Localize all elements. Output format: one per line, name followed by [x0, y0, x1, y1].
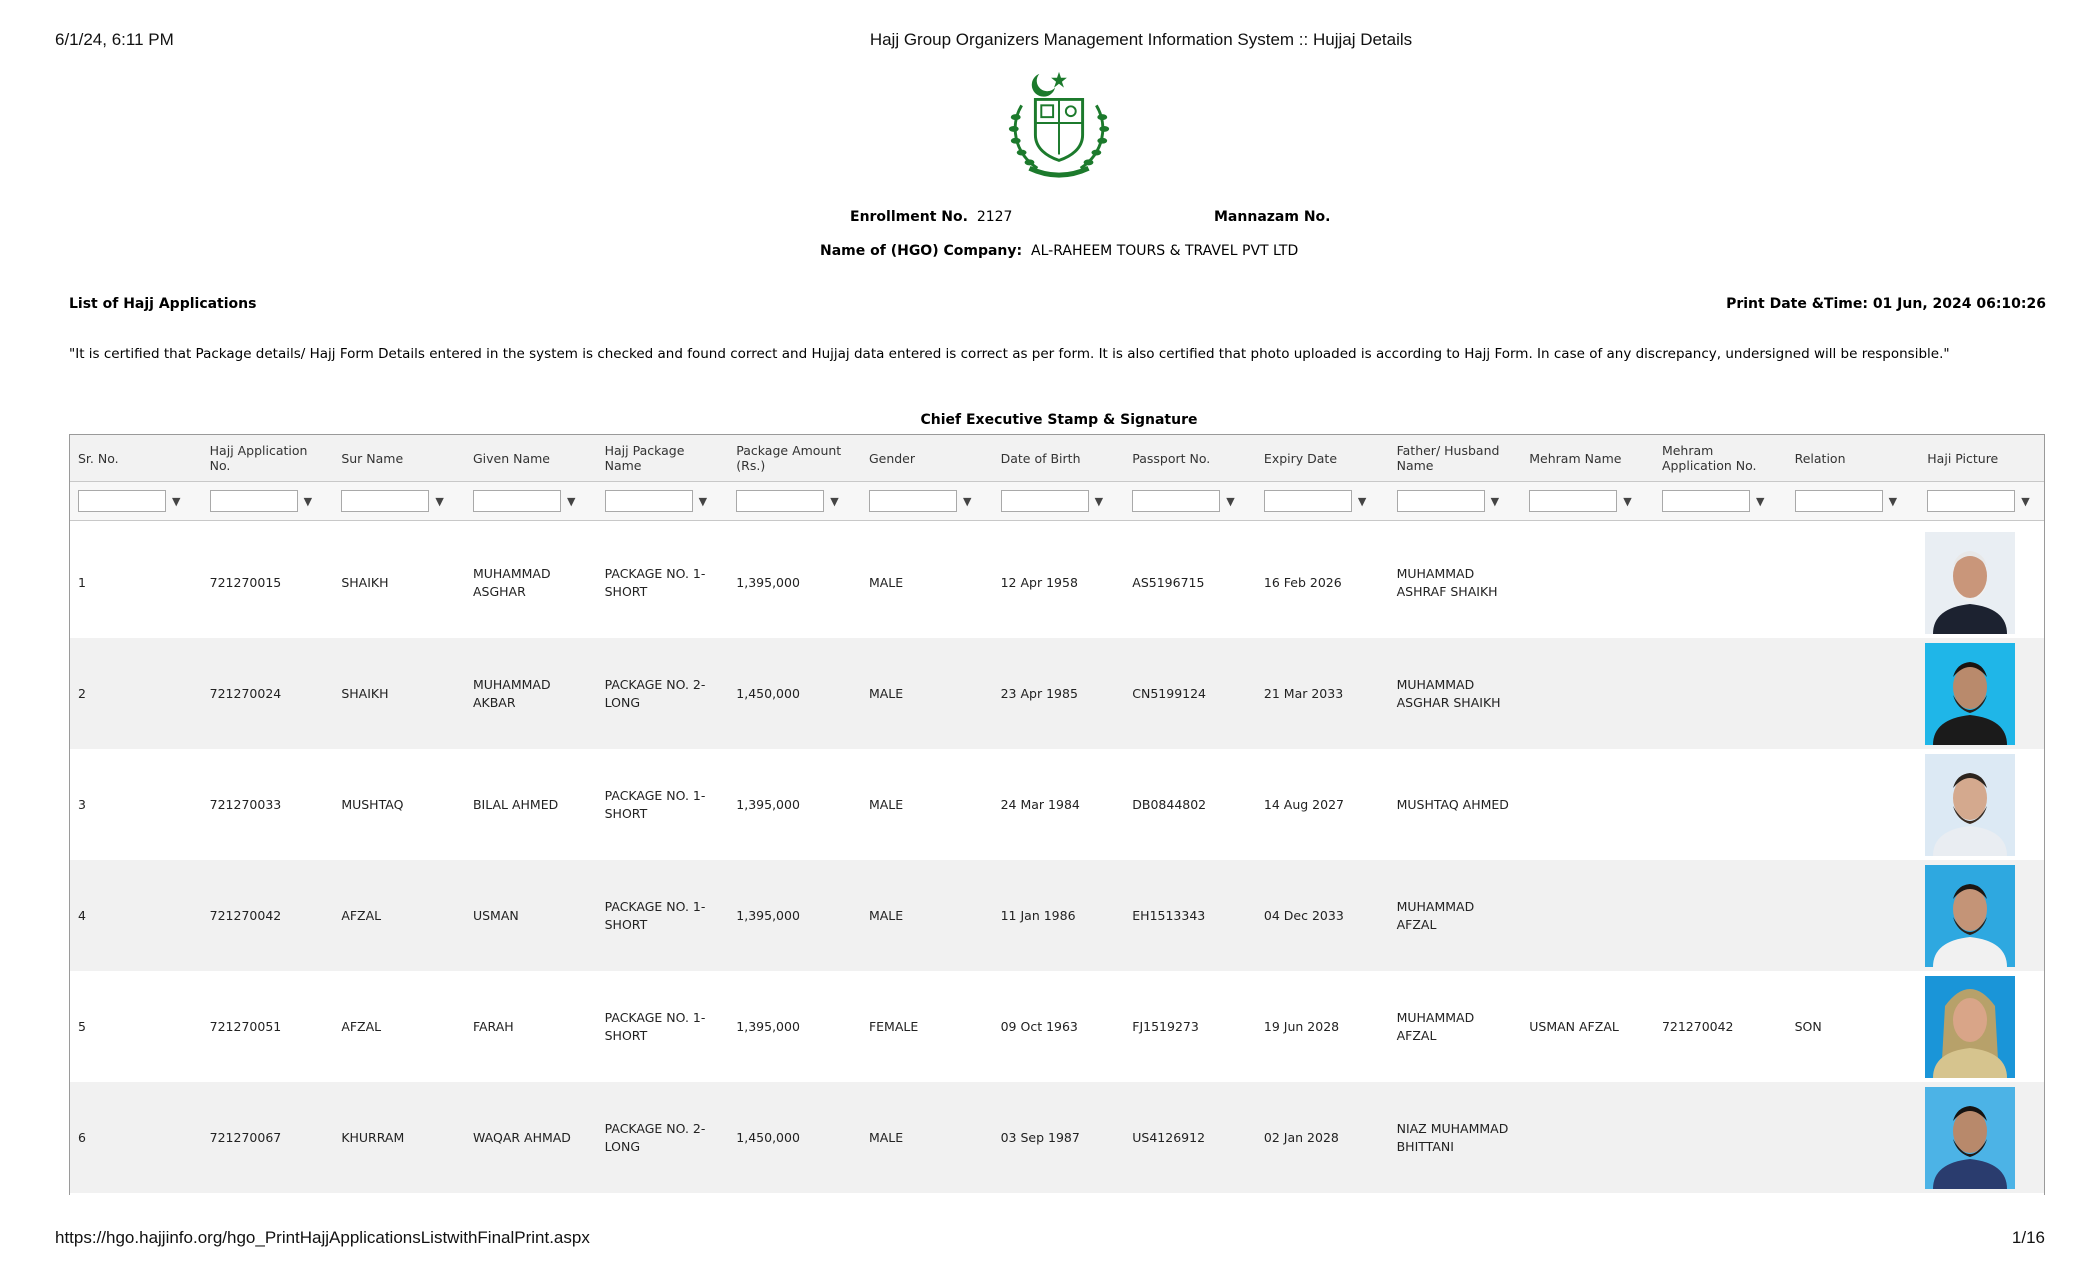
table-cell: 09 Oct 1963 [1000, 1018, 1078, 1034]
company-value: AL-RAHEEM TOURS & TRAVEL PVT LTD [1031, 243, 1299, 259]
filter-icon[interactable]: ▼ [1888, 494, 1898, 508]
list-title: List of Hajj Applications [69, 296, 257, 312]
print-date: Print Date &Time: 01 Jun, 2024 06:10:26 [1726, 296, 2046, 312]
column-header[interactable]: Haji Picture [1919, 435, 2044, 482]
haji-picture-cell [1919, 638, 2044, 749]
column-filter-input[interactable] [1132, 490, 1220, 512]
table-row[interactable] [70, 638, 2044, 749]
table-cell: 1,450,000 [728, 1082, 861, 1193]
table-cell: EH1513343 [1124, 860, 1256, 971]
company-label: Name of (HGO) Company: [820, 243, 1023, 259]
filter-icon[interactable]: ▼ [172, 494, 181, 508]
filter-cell [1389, 482, 1522, 521]
table-cell: MALE [861, 1082, 993, 1193]
filter-cell [597, 482, 729, 521]
table-body [70, 527, 2044, 1193]
table-cell: SON [1794, 1018, 1822, 1034]
table-cell: MALE [868, 796, 904, 812]
filter-icon[interactable]: ▼ [1094, 494, 1104, 508]
haji-photo[interactable] [1925, 643, 2015, 745]
table-row[interactable] [70, 527, 2044, 638]
enrollment-label: Enrollment No. [850, 209, 968, 225]
table-cell: 721270067 [202, 1082, 334, 1193]
table-cell: 721270015 [209, 574, 282, 590]
column-filter-input[interactable] [1662, 490, 1750, 512]
column-header[interactable]: Gender [861, 435, 993, 482]
haji-photo[interactable] [1925, 865, 2015, 967]
table-cell: PACKAGE NO. 1-SHORT [597, 860, 729, 971]
column-filter-input[interactable] [1001, 490, 1089, 512]
table-cell [1654, 638, 1787, 749]
filter-icon[interactable]: ▼ [566, 494, 576, 508]
table-cell [1787, 1082, 1920, 1193]
page-url: https://hgo.hajjinfo.org/hgo_PrintHajjApplicationsListwithFinalPrint.aspx [55, 1228, 590, 1247]
column-filter-input[interactable] [1264, 490, 1352, 512]
table-cell: USMAN [465, 860, 597, 971]
column-filter-input[interactable] [78, 490, 166, 512]
applications-grid [69, 434, 2045, 1195]
table-cell: 2 [70, 638, 202, 749]
table-row[interactable] [70, 749, 2044, 860]
table-cell: MUHAMMAD AFZAL [1396, 1009, 1475, 1043]
enrollment-info [850, 209, 1012, 225]
filter-icon[interactable]: ▼ [1226, 494, 1235, 508]
table-cell: CN5199124 [1124, 638, 1256, 749]
haji-picture-cell [1919, 527, 2044, 638]
table-cell [1654, 1082, 1787, 1193]
table-cell: 1,450,000 [728, 638, 861, 749]
table-cell: 721270024 [202, 638, 334, 749]
column-header[interactable]: Given Name [465, 435, 597, 482]
mannazam-label: Mannazam No. [1214, 209, 1331, 225]
filter-icon[interactable]: ▼ [1623, 494, 1632, 508]
filter-icon[interactable]: ▼ [303, 494, 313, 508]
filter-cell [465, 482, 597, 521]
table-cell: 721270051 [209, 1018, 282, 1034]
column-filter-input[interactable] [1397, 490, 1485, 512]
enrollment-value: 2127 [976, 209, 1013, 225]
table-cell: PACKAGE NO. 1-SHORT [604, 565, 706, 599]
table-cell: 3 [78, 796, 86, 812]
column-header[interactable]: Hajj Package Name [597, 435, 729, 482]
table-cell: 6 [70, 1082, 202, 1193]
table-cell: AS5196715 [1132, 574, 1205, 590]
table-cell: PACKAGE NO. 1-SHORT [604, 1009, 706, 1043]
column-filter-input[interactable] [1529, 490, 1617, 512]
company-info [820, 243, 1298, 259]
filter-row [70, 482, 2044, 521]
filter-cell [728, 482, 861, 521]
table-cell: 1,395,000 [736, 796, 800, 812]
table-cell: 11 Jan 1986 [993, 860, 1125, 971]
table-cell: US4126912 [1124, 1082, 1256, 1193]
filter-cell [1521, 482, 1654, 521]
table-cell [1787, 527, 1920, 638]
table-cell [1787, 638, 1920, 749]
haji-photo[interactable] [1925, 532, 2015, 634]
stamp-signature-label: Chief Executive Stamp & Signature [920, 412, 1198, 428]
table-cell: 24 Mar 1984 [1000, 796, 1080, 812]
filter-cell [202, 482, 334, 521]
haji-picture-cell [1919, 971, 2044, 1082]
state-emblem-icon [1000, 66, 1118, 184]
table-cell [1521, 527, 1654, 638]
filter-cell [993, 482, 1125, 521]
table-cell: 16 Feb 2026 [1263, 574, 1342, 590]
filter-icon[interactable]: ▼ [698, 494, 708, 508]
column-header[interactable]: Sur Name [333, 435, 465, 482]
table-cell: PACKAGE NO. 2-LONG [597, 1082, 729, 1193]
column-header[interactable]: Mehram Application No. [1654, 435, 1787, 482]
filter-cell [1654, 482, 1787, 521]
table-cell: FJ1519273 [1132, 1018, 1199, 1034]
filter-icon[interactable]: ▼ [435, 494, 444, 508]
filter-cell [1124, 482, 1256, 521]
table-cell: 721270042 [202, 860, 334, 971]
haji-photo[interactable] [1925, 976, 2015, 1078]
filter-icon[interactable]: ▼ [830, 494, 839, 508]
haji-picture-cell [1919, 1082, 2044, 1193]
column-header[interactable]: Sr. No. [70, 435, 202, 482]
table-cell: SHAIKH [341, 574, 389, 590]
table-cell [1787, 860, 1920, 971]
table-cell [1654, 749, 1787, 860]
filter-cell [1787, 482, 1920, 521]
haji-photo[interactable] [1925, 754, 2015, 856]
column-header[interactable]: Passport No. [1124, 435, 1256, 482]
table-cell [1654, 860, 1787, 971]
table-cell: 03 Sep 1987 [993, 1082, 1125, 1193]
table-cell: MUHAMMAD ASGHAR [472, 565, 551, 599]
header-row [70, 435, 2044, 482]
certification-text: "It is certified that Package details/ Hajj Form Details entered in the system is checked and found correct and Hujjaj data entered is correct as per form. It is also certified that photo uploaded is according to Hajj Form. In case of any discrepancy, undersigned will be responsible." [69, 346, 1950, 362]
filter-icon[interactable]: ▼ [962, 494, 972, 508]
column-header[interactable]: Package Amount (Rs.) [728, 435, 861, 482]
table-cell: 1,395,000 [736, 1018, 800, 1034]
filter-cell [861, 482, 993, 521]
table-cell: WAQAR AHMAD [465, 1082, 597, 1193]
print-timestamp: 6/1/24, 6:11 PM [55, 30, 174, 49]
table-cell [1521, 749, 1654, 860]
column-filter-input[interactable] [1795, 490, 1883, 512]
column-filter-input[interactable] [473, 490, 561, 512]
table-cell [1654, 527, 1787, 638]
table-cell: 12 Apr 1958 [1000, 574, 1078, 590]
column-header[interactable]: Father/ Husband Name [1389, 435, 1522, 482]
table-cell: BILAL AHMED [472, 796, 559, 812]
filter-icon[interactable]: ▼ [2021, 494, 2030, 508]
filter-cell [1256, 482, 1389, 521]
table-cell: 1,395,000 [728, 860, 861, 971]
table-cell: 21 Mar 2033 [1256, 638, 1389, 749]
table-row[interactable] [70, 860, 2044, 971]
table-cell [1521, 638, 1654, 749]
column-header[interactable]: Date of Birth [993, 435, 1125, 482]
page-number: 1/16 [2011, 1228, 2045, 1247]
table-cell: MALE [861, 860, 993, 971]
table-cell: MALE [868, 574, 904, 590]
filter-cell [70, 482, 202, 521]
page-title: Hajj Group Organizers Management Information System :: Hujjaj Details [869, 30, 1413, 49]
column-filter-input[interactable] [210, 490, 298, 512]
mannazam-info [1214, 209, 1335, 225]
table-cell: 14 Aug 2027 [1263, 796, 1344, 812]
column-header[interactable]: Relation [1787, 435, 1920, 482]
table-cell: AFZAL [333, 860, 465, 971]
column-filter-input[interactable] [605, 490, 693, 512]
column-header[interactable]: Mehram Name [1521, 435, 1654, 482]
table-cell: SHAIKH [333, 638, 465, 749]
table-cell: FEMALE [868, 1018, 919, 1034]
column-header[interactable]: Expiry Date [1256, 435, 1389, 482]
table-cell: AFZAL [341, 1018, 382, 1034]
table-cell: 04 Dec 2033 [1256, 860, 1389, 971]
table-cell: MUHAMMAD ASGHAR SHAIKH [1389, 638, 1522, 749]
filter-icon[interactable]: ▼ [1490, 494, 1500, 508]
table-cell: MUSHTAQ [341, 796, 404, 812]
column-filter-input[interactable] [736, 490, 824, 512]
column-filter-input[interactable] [1927, 490, 2015, 512]
filter-icon[interactable]: ▼ [1755, 494, 1765, 508]
table-cell: 1 [78, 574, 86, 590]
table-cell: 1,395,000 [736, 574, 800, 590]
table-cell: 23 Apr 1985 [993, 638, 1125, 749]
table-cell: MUSHTAQ AHMED [1396, 796, 1509, 812]
column-filter-input[interactable] [869, 490, 957, 512]
table-cell: USMAN AFZAL [1529, 1018, 1619, 1034]
table-row[interactable] [70, 1082, 2044, 1193]
table-cell: FARAH [472, 1018, 514, 1034]
table-cell: 02 Jan 2028 [1256, 1082, 1389, 1193]
table-cell: NIAZ MUHAMMAD BHITTANI [1389, 1082, 1522, 1193]
table-cell: KHURRAM [333, 1082, 465, 1193]
table-cell: 5 [78, 1018, 86, 1034]
table-cell: PACKAGE NO. 2-LONG [597, 638, 729, 749]
haji-picture-cell [1919, 749, 2044, 860]
table-cell: PACKAGE NO. 1-SHORT [604, 787, 706, 821]
table-cell [1521, 1082, 1654, 1193]
table-cell: 4 [70, 860, 202, 971]
column-header[interactable]: Hajj Application No. [202, 435, 334, 482]
filter-icon[interactable]: ▼ [1357, 494, 1367, 508]
table-cell: DB0844802 [1132, 796, 1207, 812]
table-cell: MUHAMMAD AFZAL [1389, 860, 1522, 971]
haji-picture-cell [1919, 860, 2044, 971]
table-cell: MUHAMMAD AKBAR [465, 638, 597, 749]
filter-cell [333, 482, 465, 521]
column-filter-input[interactable] [341, 490, 429, 512]
table-cell [1787, 749, 1920, 860]
table-cell: 721270033 [209, 796, 282, 812]
filter-cell [1919, 482, 2044, 521]
haji-photo[interactable] [1925, 1087, 2015, 1189]
table-cell: MUHAMMAD ASHRAF SHAIKH [1396, 565, 1498, 599]
table-cell [1521, 860, 1654, 971]
table-row[interactable] [70, 971, 2044, 1082]
table-cell: 721270042 [1661, 1018, 1734, 1034]
table-cell: 19 Jun 2028 [1263, 1018, 1340, 1034]
table-cell: MALE [861, 638, 993, 749]
